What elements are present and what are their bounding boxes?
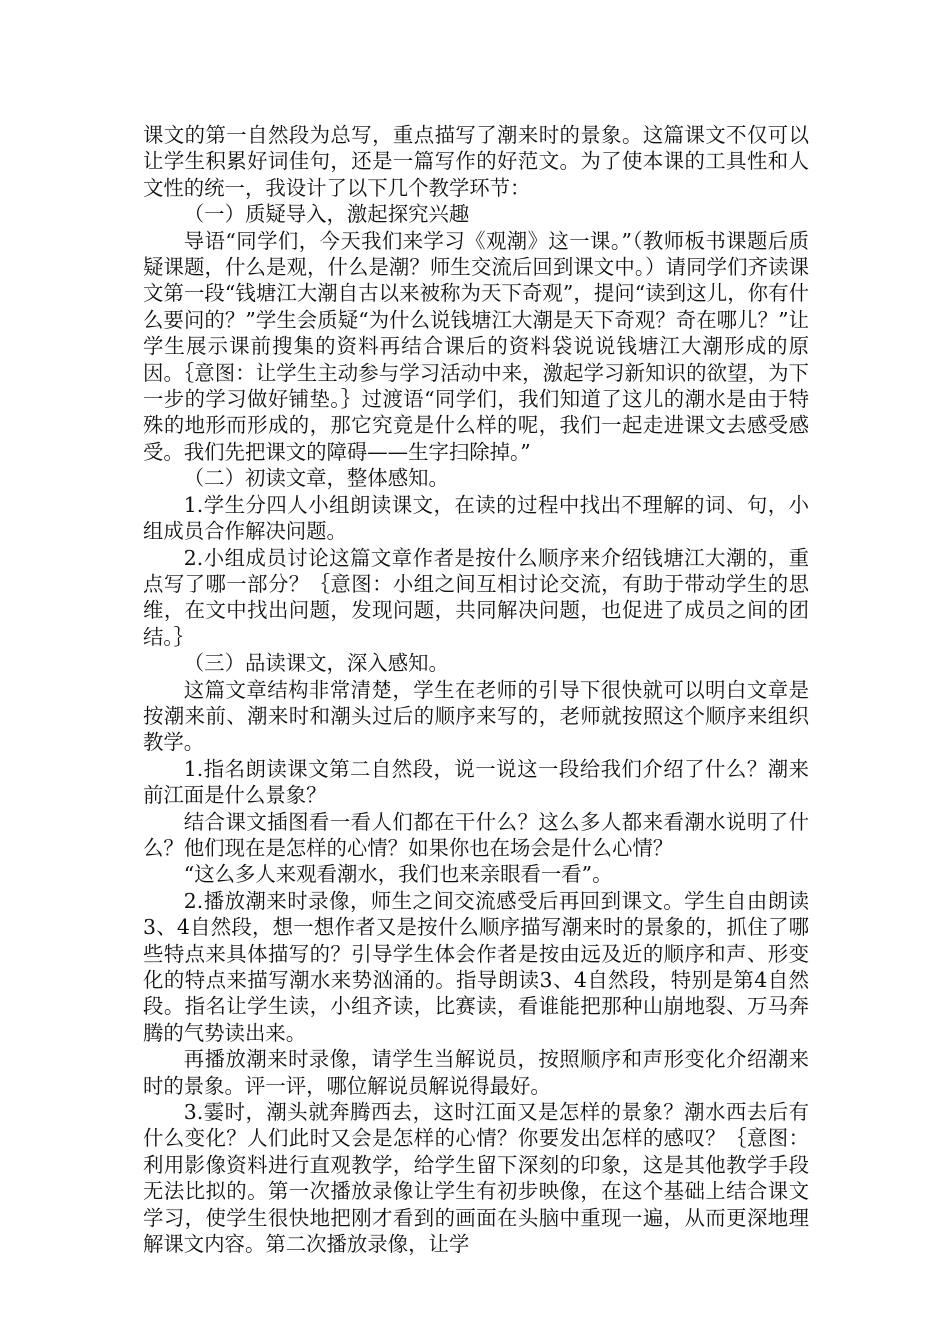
paragraph-step-2-1: 1.学生分四人小组朗读课文，在读的过程中找出不理解的词、句，小组成员合作解决问题。 [143, 492, 809, 544]
paragraph-intro-lesson: 导语“同学们，今天我们来学习《观潮》这一课。”（教师板书课题后质疑课题，什么是观，什么是潮？师生交流后回到课文中。）请同学们齐读课文第一段“钱塘江大潮自古以来被称为天下奇观”，提问“读到这儿，你有什么要问的？”学生会质疑“为什么说钱塘江大潮是天下奇观？奇在哪儿？”让学生展示课前搜集的资料再结合课后的资料袋说说钱塘江大潮形成的原因。｛意图：让学生主动参与学习活动中来，激起学习新知识的欲望，为下一步的学习做好铺垫。｝过渡语“同学们，我们知道了这儿的潮水是由于特殊的地形而形成的，那它究竟是什么样的呢，我们一起走进课文去感受感受。我们先把课文的障碍——生字扫除掉。” [143, 228, 809, 464]
paragraph-step-3-3: 3.霎时，潮头就奔腾西去，这时江面又是怎样的景象？潮水西去后有什么变化？人们此时又会是怎样的心情？你要发出怎样的感叹？｛意图：利用影像资料进行直观教学，给学生留下深刻的印象，这是其他教学手段无法比拟的。第一次播放录像让学生有初步映像，在这个基础上结合课文学习，使学生很快地把刚才看到的画面在头脑中重现一遍，从而更深地理解课文内容。第二次播放录像，让学 [143, 1100, 809, 1257]
paragraph-step-2-2: 2.小组成员讨论这篇文章作者是按什么顺序来介绍钱塘江大潮的，重点写了哪一部分？｛意图：小组之间互相讨论交流，有助于带动学生的思维，在文中找出问题，发现问题，共同解决问题，也促进了成员之间的团结。｝ [143, 545, 809, 649]
paragraph-quote: “这么多人来观看潮水，我们也来亲眼看一看”。 [183, 862, 613, 887]
paragraph-replay: 再播放潮来时录像，请学生当解说员，按照顺序和声形变化介绍潮来时的景象。评一评，哪位解说员解说得最好。 [143, 1047, 809, 1098]
paragraph-illustration: 结合课文插图看一看人们都在干什么？这么多人都来看潮水说明了什么？他们现在是怎样的心情？如果你也在场会是什么心情？ [143, 809, 809, 860]
section-heading-2: （二）初读文章，整体感知。 [183, 466, 449, 491]
document-page [143, 122, 809, 1257]
paragraph-intro: 课文的第一自然段为总写，重点描写了潮来时的景象。这篇课文不仅可以让学生积累好词佳句，还是一篇写作的好范文。为了使本课的工具性和人文性的统一，我设计了以下几个教学环节： [143, 123, 809, 200]
paragraph-step-3-2: 2.播放潮来时录像，师生之间交流感受后再回到课文。学生自由朗读3、4自然段，想一想作者又是按什么顺序描写潮来时的景象的，抓住了哪些特点来具体描写的？引导学生体会作者是按由远及近的顺序和声、形变化的特点来描写潮水来势汹涌的。指导朗读3、4自然段，特别是第4自然段。指名让学生读，小组齐读，比赛读，看谁能把那种山崩地裂、万马奔腾的气势读出来。 [143, 888, 809, 1045]
paragraph-structure: 这篇文章结构非常清楚，学生在老师的引导下很快就可以明白文章是按潮来前、潮来时和潮头过后的顺序来写的，老师就按照这个顺序来组织教学。 [143, 677, 809, 755]
section-heading-1: （一）质疑导入，激起探究兴趣 [183, 202, 470, 227]
paragraph-step-3-1: 1.指名朗读课文第二自然段，说一说这一段给我们介绍了什么？潮来前江面是什么景象？ [143, 756, 809, 808]
section-heading-3: （三）品读课文，深入感知。 [183, 651, 449, 676]
